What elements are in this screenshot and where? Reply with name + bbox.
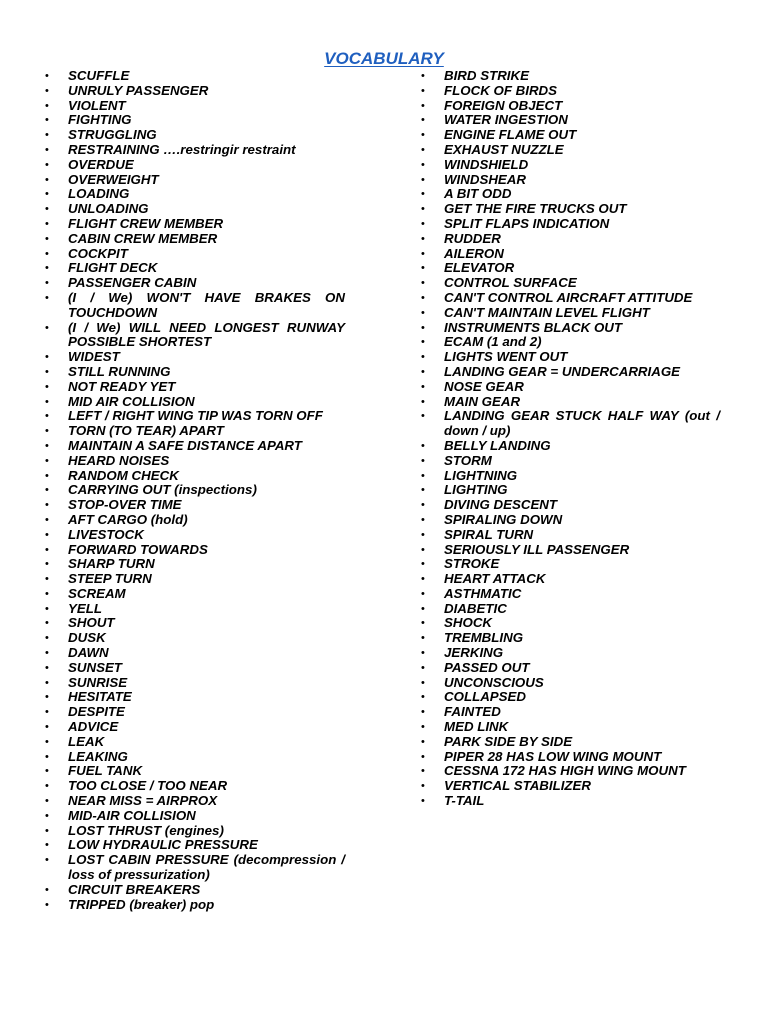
vocabulary-item: • BELLY LANDING bbox=[444, 439, 720, 454]
vocabulary-item: • UNRULY PASSENGER bbox=[68, 84, 345, 99]
vocabulary-item: • CAN'T MAINTAIN LEVEL FLIGHT bbox=[444, 306, 720, 321]
vocabulary-item: • SCREAM bbox=[68, 587, 345, 602]
vocabulary-item: • AILERON bbox=[444, 247, 720, 262]
vocabulary-item: • RANDOM CHECK bbox=[68, 469, 345, 484]
vocabulary-item: • PARK SIDE BY SIDE bbox=[444, 735, 720, 750]
vocabulary-item: • LIGHTING bbox=[444, 483, 720, 498]
vocabulary-item: • GET THE FIRE TRUCKS OUT bbox=[444, 202, 720, 217]
vocabulary-item: • MID AIR COLLISION bbox=[68, 395, 345, 410]
vocabulary-item: • LOST CABIN PRESSURE (decompression / loss of pressurization) bbox=[68, 853, 345, 883]
vocabulary-item: • SUNRISE bbox=[68, 676, 345, 691]
vocabulary-item: • TREMBLING bbox=[444, 631, 720, 646]
vocabulary-item: • WIDEST bbox=[68, 350, 345, 365]
vocabulary-item: • INSTRUMENTS BLACK OUT bbox=[444, 321, 720, 336]
vocabulary-item: • MAINTAIN A SAFE DISTANCE APART bbox=[68, 439, 345, 454]
vocabulary-item: • UNLOADING bbox=[68, 202, 345, 217]
vocabulary-item: • ELEVATOR bbox=[444, 261, 720, 276]
vocabulary-item: • TRIPPED (breaker) pop bbox=[68, 898, 345, 913]
vocabulary-item: • MED LINK bbox=[444, 720, 720, 735]
vocabulary-item: • EXHAUST NUZZLE bbox=[444, 143, 720, 158]
vocabulary-item: • HEART ATTACK bbox=[444, 572, 720, 587]
vocabulary-item: • PASSENGER CABIN bbox=[68, 276, 345, 291]
vocabulary-item: • FLIGHT CREW MEMBER bbox=[68, 217, 345, 232]
vocabulary-item: • DUSK bbox=[68, 631, 345, 646]
vocabulary-item: • CESSNA 172 HAS HIGH WING MOUNT bbox=[444, 764, 720, 779]
vocabulary-item: • PASSED OUT bbox=[444, 661, 720, 676]
vocabulary-item: • TOO CLOSE / TOO NEAR bbox=[68, 779, 345, 794]
vocabulary-item: • WINDSHEAR bbox=[444, 173, 720, 188]
vocabulary-item: • WATER INGESTION bbox=[444, 113, 720, 128]
vocabulary-item: • T-TAIL bbox=[444, 794, 720, 809]
vocabulary-item: • CIRCUIT BREAKERS bbox=[68, 883, 345, 898]
vocabulary-item: • ASTHMATIC bbox=[444, 587, 720, 602]
vocabulary-item: • STILL RUNNING bbox=[68, 365, 345, 380]
vocabulary-item: • DAWN bbox=[68, 646, 345, 661]
vocabulary-item: • STRUGGLING bbox=[68, 128, 345, 143]
vocabulary-item: • FOREIGN OBJECT bbox=[444, 99, 720, 114]
vocabulary-item: • MID-AIR COLLISION bbox=[68, 809, 345, 824]
vocabulary-item: • TORN (TO TEAR) APART bbox=[68, 424, 345, 439]
vocabulary-item: • BIRD STRIKE bbox=[444, 69, 720, 84]
vocabulary-item: • SPIRALING DOWN bbox=[444, 513, 720, 528]
vocabulary-item: • COCKPIT bbox=[68, 247, 345, 262]
vocabulary-item: • UNCONSCIOUS bbox=[444, 676, 720, 691]
vocabulary-item: • COLLAPSED bbox=[444, 690, 720, 705]
vocabulary-item: • LANDING GEAR = UNDERCARRIAGE bbox=[444, 365, 720, 380]
vocabulary-item: • VIOLENT bbox=[68, 99, 345, 114]
vocabulary-item: • LEFT / RIGHT WING TIP WAS TORN OFF bbox=[68, 409, 345, 424]
vocabulary-item: • LEAKING bbox=[68, 750, 345, 765]
vocabulary-item: • FUEL TANK bbox=[68, 764, 345, 779]
vocabulary-item: • SUNSET bbox=[68, 661, 345, 676]
vocabulary-item: • ENGINE FLAME OUT bbox=[444, 128, 720, 143]
vocabulary-item: • LANDING GEAR STUCK HALF WAY (out / down / up) bbox=[444, 409, 720, 439]
vocabulary-item: • SHARP TURN bbox=[68, 557, 345, 572]
vocabulary-item: • YELL bbox=[68, 602, 345, 617]
document-title: VOCABULARY bbox=[324, 49, 444, 68]
vocabulary-item: • LIVESTOCK bbox=[68, 528, 345, 543]
vocabulary-item: • DIABETIC bbox=[444, 602, 720, 617]
vocabulary-item: • STEEP TURN bbox=[68, 572, 345, 587]
vocabulary-item: • HEARD NOISES bbox=[68, 454, 345, 469]
vocabulary-item: • FLOCK OF BIRDS bbox=[444, 84, 720, 99]
vocabulary-item: • ECAM (1 and 2) bbox=[444, 335, 720, 350]
vocabulary-item: • SPIRAL TURN bbox=[444, 528, 720, 543]
vocabulary-item: • MAIN GEAR bbox=[444, 395, 720, 410]
vocabulary-item: • AFT CARGO (hold) bbox=[68, 513, 345, 528]
vocabulary-item: • OVERWEIGHT bbox=[68, 173, 345, 188]
vocabulary-item: • (I / We) WILL NEED LONGEST RUNWAY POSSIBLE SHORTEST bbox=[68, 321, 345, 351]
vocabulary-item: • NEAR MISS = AIRPROX bbox=[68, 794, 345, 809]
vocabulary-item: • LOADING bbox=[68, 187, 345, 202]
vocabulary-item: • STROKE bbox=[444, 557, 720, 572]
vocabulary-item: • CABIN CREW MEMBER bbox=[68, 232, 345, 247]
vocabulary-list-left bbox=[68, 69, 345, 912]
vocabulary-item: • JERKING bbox=[444, 646, 720, 661]
vocabulary-item: • DESPITE bbox=[68, 705, 345, 720]
vocabulary-item: • LIGHTNING bbox=[444, 469, 720, 484]
vocabulary-item: • NOT READY YET bbox=[68, 380, 345, 395]
vocabulary-item: • LOW HYDRAULIC PRESSURE bbox=[68, 838, 345, 853]
vocabulary-item: • FAINTED bbox=[444, 705, 720, 720]
vocabulary-item: • CARRYING OUT (inspections) bbox=[68, 483, 345, 498]
vocabulary-item: • ADVICE bbox=[68, 720, 345, 735]
vocabulary-item: • LEAK bbox=[68, 735, 345, 750]
vocabulary-item: • DIVING DESCENT bbox=[444, 498, 720, 513]
vocabulary-item: • SHOCK bbox=[444, 616, 720, 631]
vocabulary-item: • (I / We) WON'T HAVE BRAKES ON TOUCHDOWN bbox=[68, 291, 345, 321]
vocabulary-item: • STOP-OVER TIME bbox=[68, 498, 345, 513]
vocabulary-item: • FIGHTING bbox=[68, 113, 345, 128]
vocabulary-item: • PIPER 28 HAS LOW WING MOUNT bbox=[444, 750, 720, 765]
vocabulary-item: • WINDSHIELD bbox=[444, 158, 720, 173]
vocabulary-item: • NOSE GEAR bbox=[444, 380, 720, 395]
vocabulary-item: • CAN'T CONTROL AIRCRAFT ATTITUDE bbox=[444, 291, 720, 306]
vocabulary-item: • HESITATE bbox=[68, 690, 345, 705]
vocabulary-item: • SPLIT FLAPS INDICATION bbox=[444, 217, 720, 232]
vocabulary-item: • SCUFFLE bbox=[68, 69, 345, 84]
vocabulary-item: • LIGHTS WENT OUT bbox=[444, 350, 720, 365]
vocabulary-item: • RESTRAINING ….restringir restraint bbox=[68, 143, 345, 158]
vocabulary-item: • FLIGHT DECK bbox=[68, 261, 345, 276]
vocabulary-item: • STORM bbox=[444, 454, 720, 469]
vocabulary-item: • VERTICAL STABILIZER bbox=[444, 779, 720, 794]
vocabulary-list-right bbox=[444, 69, 720, 809]
vocabulary-item: • CONTROL SURFACE bbox=[444, 276, 720, 291]
vocabulary-item: • RUDDER bbox=[444, 232, 720, 247]
vocabulary-item: • SERIOUSLY ILL PASSENGER bbox=[444, 543, 720, 558]
vocabulary-item: • LOST THRUST (engines) bbox=[68, 824, 345, 839]
vocabulary-item: • A BIT ODD bbox=[444, 187, 720, 202]
vocabulary-item: • FORWARD TOWARDS bbox=[68, 543, 345, 558]
vocabulary-item: • OVERDUE bbox=[68, 158, 345, 173]
vocabulary-item: • SHOUT bbox=[68, 616, 345, 631]
